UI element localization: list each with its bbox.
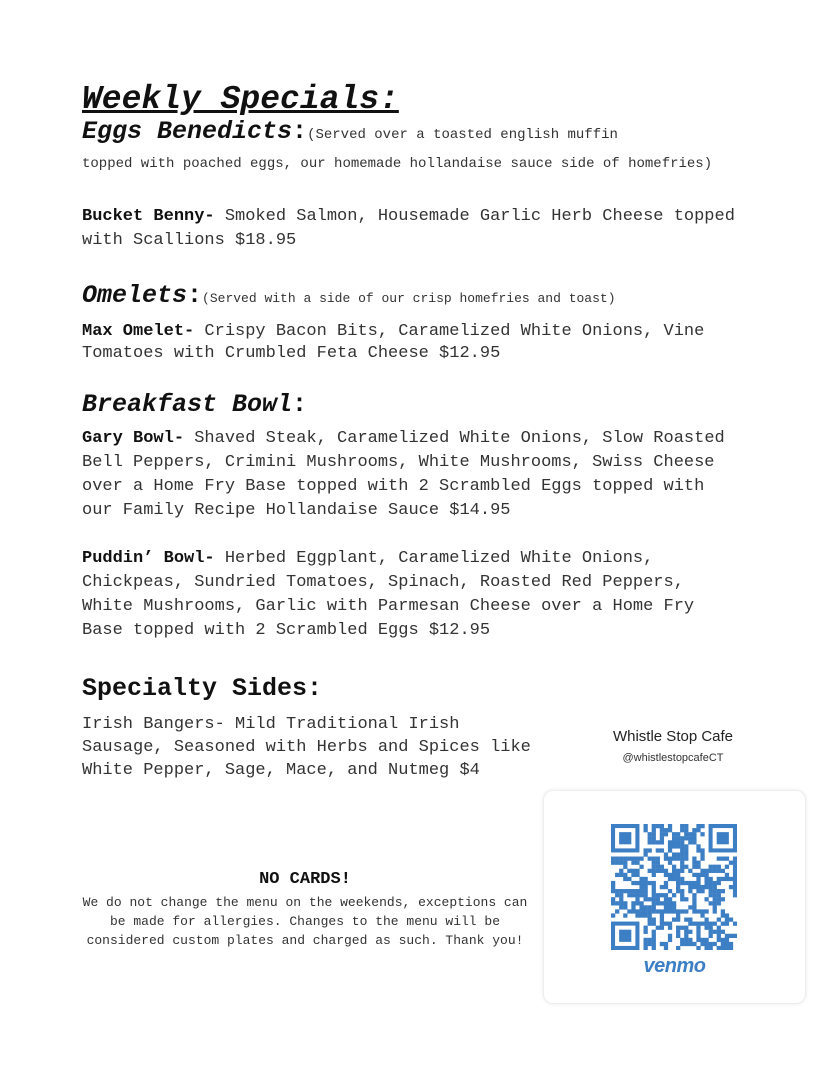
- section-note-continued: topped with poached eggs, our homemade hollandaise sauce side of homefries): [82, 156, 713, 172]
- business-name: Whistle Stop Cafe: [612, 728, 734, 745]
- menu-item-max-omelet: [82, 321, 742, 365]
- section-note: (Served over a toasted english muffin: [307, 127, 618, 143]
- section-colon: :: [292, 117, 308, 146]
- notice-heading: NO CARDS!: [259, 870, 351, 889]
- item-name: Bucket Benny-: [82, 207, 215, 226]
- qr-code-icon: [611, 824, 737, 950]
- menu-item-bucket-benny: [82, 205, 742, 253]
- item-name: Puddin’ Bowl-: [82, 549, 215, 568]
- eggs-benedicts-heading: [82, 117, 742, 147]
- section-title: Omelets: [82, 281, 188, 310]
- item-description: Herbed Eggplant, Caramelized White Onions, Chickpeas, Sundried Tomatoes, Spinach, Roasted Red Peppers, White Mushrooms, Garlic with Parmesan Cheese over a Home Fry Base topped with 2 Scrambled Eggs $12.95: [82, 549, 695, 640]
- venmo-qr-card: [543, 790, 806, 1004]
- section-title: Specialty Sides: [82, 674, 308, 703]
- item-description: Smoked Salmon, Housemade Garlic Herb Cheese topped with Scallions $18.95: [82, 207, 735, 250]
- item-name: Max Omelet-: [82, 322, 195, 341]
- section-colon: :: [307, 674, 323, 703]
- item-name: Gary Bowl-: [82, 429, 185, 448]
- venmo-logo: venmo: [643, 955, 706, 977]
- item-description: Crispy Bacon Bits, Caramelized White Onions, Vine Tomatoes with Crumbled Feta Cheese $12.95: [82, 322, 705, 363]
- no-cards-notice: [82, 870, 528, 950]
- section-note: (Served with a side of our crisp homefries and toast): [202, 291, 616, 306]
- item-description: Shaved Steak, Caramelized White Onions, Slow Roasted Bell Peppers, Crimini Mushrooms, White Mushrooms, Swiss Cheese over a Home Fry Base topped with 2 Scrambled Eggs topped with our Family Recipe Hollandaise Sauce $14.95: [82, 429, 725, 520]
- menu-item-gary-bowl: [82, 427, 742, 523]
- section-colon: :: [292, 390, 308, 419]
- section-colon: :: [187, 281, 203, 310]
- notice-policy-text: We do not change the menu on the weekends, exceptions can be made for allergies. Changes to the menu will be considered custom plates and charged as such. Thank you!: [82, 895, 528, 948]
- page-title: Weekly Specials:: [82, 81, 399, 118]
- venmo-handle: @whistlestopcafeCT: [622, 752, 724, 764]
- specialty-sides-heading: [82, 674, 742, 704]
- breakfast-bowl-heading: [82, 390, 742, 420]
- section-title: Eggs Benedicts: [82, 117, 293, 146]
- menu-item-irish-bangers: Irish Bangers- Mild Traditional Irish Sausage, Seasoned with Herbs and Spices like White Pepper, Sage, Mace, and Nutmeg $4: [82, 715, 531, 780]
- omelets-heading: [82, 281, 742, 311]
- menu-item-puddin-bowl: [82, 547, 742, 643]
- section-title: Breakfast Bowl: [82, 390, 293, 419]
